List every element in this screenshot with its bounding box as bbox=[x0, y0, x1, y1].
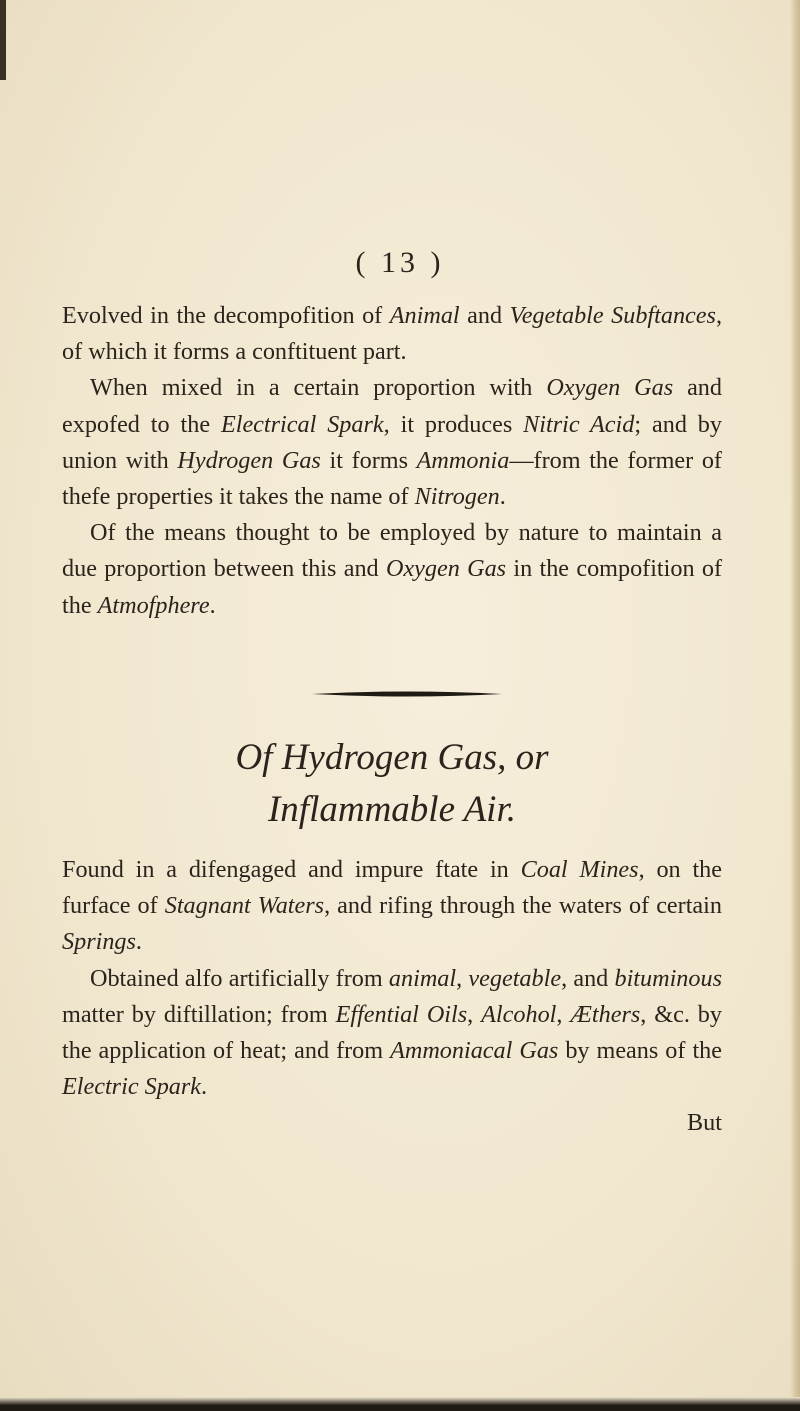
text-run: it forms bbox=[320, 446, 417, 474]
page-edge-right bbox=[790, 0, 800, 1411]
paragraph-found bbox=[62, 852, 722, 961]
paragraph-when-mixed bbox=[62, 370, 722, 515]
text-run: and bbox=[459, 302, 510, 329]
text-run: ; and by union with bbox=[62, 410, 722, 474]
page-edge-left bbox=[0, 0, 6, 80]
paragraph-evolved bbox=[62, 298, 722, 370]
text-run: , and bbox=[561, 964, 615, 992]
text-run: , bbox=[556, 1000, 571, 1028]
italic-term: Alcohol bbox=[481, 1000, 557, 1028]
italic-term: Nitrogen bbox=[414, 483, 500, 511]
italic-term: Electrical Spark bbox=[220, 410, 384, 438]
section-divider-ornament bbox=[312, 690, 502, 698]
italic-term: Effential Oils bbox=[335, 1000, 468, 1028]
italic-term: animal bbox=[388, 964, 457, 992]
italic-term: vegetable bbox=[468, 964, 562, 992]
body-text bbox=[62, 298, 722, 624]
text-run: matter by diftillation; from bbox=[62, 1000, 336, 1028]
text-run: Found in a difengaged and impure ftate in bbox=[62, 856, 521, 883]
italic-term: Ammoniacal Gas bbox=[390, 1037, 559, 1065]
italic-term: Coal Mines bbox=[520, 856, 639, 883]
italic-term: Æthers bbox=[570, 1000, 641, 1028]
text-run: . bbox=[499, 483, 506, 511]
italic-term: Ammonia bbox=[416, 446, 510, 474]
catchword: But bbox=[687, 1109, 722, 1137]
text-run: , &c. by the application of heat; and from bbox=[62, 1000, 722, 1065]
text-run: , bbox=[467, 1000, 482, 1028]
text-run: , bbox=[456, 964, 469, 992]
text-run: and expofed to the bbox=[62, 374, 722, 438]
text-run: . bbox=[209, 591, 216, 619]
italic-term: Hydrogen Gas bbox=[177, 446, 321, 474]
page-number: ( 13 ) bbox=[355, 246, 445, 279]
section-heading bbox=[62, 732, 722, 836]
text-run: in the compofition of the bbox=[62, 555, 723, 619]
italic-term: Vegetable Subftances bbox=[509, 302, 716, 329]
paragraph-means bbox=[62, 515, 722, 624]
italic-term: Stagnant Waters bbox=[164, 892, 325, 920]
text-run: , it produces bbox=[383, 410, 524, 438]
text-run: Of the means thought to be employed by nature to maintain a due proportion between this and bbox=[62, 519, 722, 583]
paragraph-obtained bbox=[62, 961, 722, 1106]
italic-term: Oxygen Gas bbox=[546, 374, 674, 402]
italic-term: Electric Spark bbox=[62, 1073, 202, 1101]
text-run: Evolved in the decompofition of bbox=[62, 302, 390, 329]
text-run: , on the furface of bbox=[62, 856, 722, 920]
text-run: Obtained alfo artificially from bbox=[90, 964, 389, 992]
italic-term: Atmofphere bbox=[97, 591, 210, 619]
heading-line-1: Of Hydrogen Gas, or bbox=[235, 737, 549, 778]
italic-term: Animal bbox=[389, 302, 460, 329]
text-run: by means of the bbox=[558, 1037, 722, 1065]
heading-line-2: Inflammable Air. bbox=[267, 789, 517, 830]
italic-term: Nitric Acid bbox=[523, 410, 635, 438]
italic-term: Oxygen Gas bbox=[385, 555, 507, 583]
text-run: . bbox=[135, 928, 142, 956]
text-run: When mixed in a certain proportion with bbox=[90, 374, 547, 402]
text-run: —from the former of thefe properties it takes the name of bbox=[62, 446, 722, 511]
page-bottom-edge bbox=[0, 1397, 800, 1411]
italic-term: bituminous bbox=[614, 964, 722, 992]
text-run: . bbox=[201, 1073, 208, 1101]
italic-term: Springs bbox=[62, 928, 136, 956]
section-text bbox=[62, 852, 722, 1142]
text-run: , and rifing through the waters of certain bbox=[324, 892, 722, 920]
text-run: , of which it forms a conftituent part. bbox=[62, 302, 722, 366]
